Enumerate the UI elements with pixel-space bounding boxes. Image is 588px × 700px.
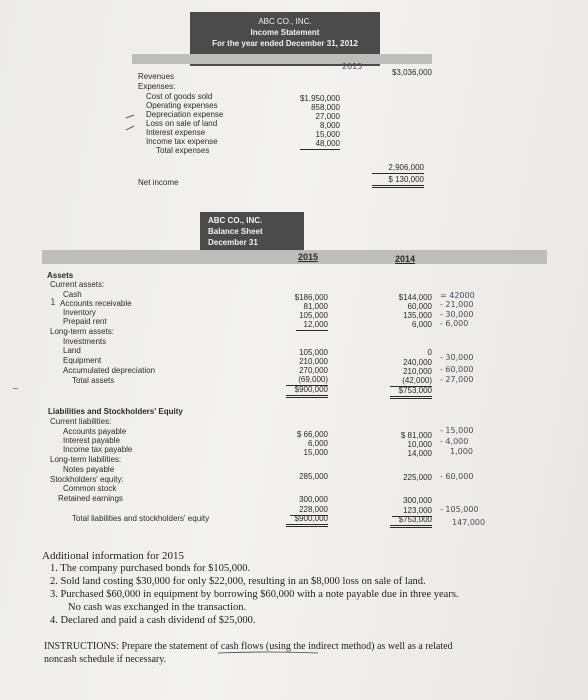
notes-payable-label: Notes payable <box>63 465 115 474</box>
total-expenses-label: Total expenses <box>156 146 210 155</box>
bs-title: Balance Sheet <box>208 227 263 236</box>
lta-note-3: - 27,000 <box>440 375 474 384</box>
instructions-pen-underline <box>218 651 318 655</box>
additional-heading: Additional information for 2015 <box>42 550 185 562</box>
lta-label-2: Equipment <box>63 356 102 365</box>
ca-label-1: Accounts receivable <box>60 299 132 308</box>
pen-checkmarks <box>124 110 148 134</box>
income-col-header <box>132 54 432 64</box>
net-income-label: Net income <box>138 178 179 187</box>
expense-label-3: Loss on sale of land <box>146 119 218 128</box>
additional-item-2-cont: No cash was exchanged in the transaction. <box>68 602 247 613</box>
lta-label-0: Investments <box>63 337 107 346</box>
expense-value-5: 48,000 <box>300 139 340 150</box>
equity-label: Stockholders' equity: <box>50 475 124 484</box>
notes-payable-prior: 285,000 <box>299 472 328 481</box>
expense-value-4: 15,000 <box>315 130 340 139</box>
cl-label-1: Interest payable <box>63 436 120 445</box>
notes-payable-note: - 60,000 <box>440 472 474 481</box>
lta-current-2: 210,000 <box>403 367 432 376</box>
total-assets-current: $753,000 <box>390 386 432 399</box>
equity-prior-0: 300,000 <box>299 495 328 504</box>
cl-prior-2: 15,000 <box>303 448 328 457</box>
ca-note-3: - 6,000 <box>440 319 469 328</box>
expense-label-5: Income tax expense <box>146 137 218 146</box>
equity-note-1: - 105,000 <box>440 505 479 514</box>
lta-prior-0: 105,000 <box>299 348 328 357</box>
expense-value-3: 8,000 <box>319 121 340 130</box>
bs-col-header <box>42 250 547 264</box>
equity-label-1: Retained earnings <box>58 494 123 503</box>
total-le-label: Total liabilities and stockholders' equity <box>72 514 210 523</box>
additional-item-3: 4. Declared and paid a cash dividend of $25,000. <box>50 615 256 626</box>
period-annotation: 2015 <box>342 62 363 71</box>
cl-current-2: 14,000 <box>407 449 432 458</box>
equity-current-1: 123,000 <box>392 506 432 517</box>
lta-current-0: 0 <box>427 348 432 357</box>
total-expenses-value: 2,906,000 <box>372 163 424 174</box>
margin-mark: ~ <box>12 384 19 393</box>
cl-note-2: 1,000 <box>450 447 473 456</box>
lta-prior-1: 210,000 <box>299 357 328 366</box>
lta-note-2: - 60,000 <box>440 365 474 374</box>
expense-label-4: Interest expense <box>146 128 206 137</box>
total-le-current: $753,000 <box>390 515 432 528</box>
ca-current-1: 60,000 <box>407 302 432 311</box>
lta-note-1: - 30,000 <box>440 353 474 362</box>
notes-payable-current: 225,000 <box>403 473 432 482</box>
equity-current-0: 300,000 <box>403 496 432 505</box>
cl-current-0: $ 81,000 <box>400 431 432 440</box>
additional-item-2: 3. Purchased $60,000 in equipment by borrowing $60,000 with a note payable due in three years. <box>50 589 459 600</box>
year-prior: 2015 <box>298 252 319 262</box>
income-period: For the year ended December 31, 2012 <box>212 39 358 48</box>
ca-label-0: Cash <box>63 290 82 299</box>
cl-note-1: - 4,000 <box>440 437 469 446</box>
ca-note-1: - 21,000 <box>440 300 474 309</box>
expense-value-2: 27,000 <box>315 112 340 121</box>
long-term-label: Long-term assets: <box>50 327 115 336</box>
income-title: Income Statement <box>250 28 320 37</box>
cl-prior-0: $ 66,000 <box>296 430 328 439</box>
assets-label: Assets <box>47 271 74 280</box>
current-liab-label: Current liabilities: <box>50 417 112 426</box>
bs-date: December 31 <box>208 238 258 247</box>
expenses-label: Expenses: <box>138 82 176 91</box>
additional-item-0: 1. The company purchased bonds for $105,000. <box>50 563 251 574</box>
equity-prior-1: 228,000 <box>290 505 328 516</box>
ca-prior-2: 105,000 <box>299 311 328 320</box>
additional-item-1: 2. Sold land costing $30,000 for only $22,000, resulting in an $8,000 loss on sale of land. <box>50 576 426 587</box>
net-income-value: $ 130,000 <box>372 175 424 188</box>
equity-label-0: Common stock <box>63 484 117 493</box>
ca-note-0: = 42000 <box>440 291 475 300</box>
balance-sheet-header <box>200 212 304 253</box>
ca-prior-0: $186,000 <box>294 293 328 302</box>
cl-label-0: Accounts payable <box>63 427 127 436</box>
lta-prior-3: (69,000) <box>286 375 328 386</box>
total-assets-prior: $900,000 <box>286 385 328 398</box>
ca-current-2: 135,000 <box>403 311 432 320</box>
bs-company: ABC CO., INC. <box>208 216 263 225</box>
total-assets-label: Total assets <box>72 376 115 385</box>
lta-label-3: Accumulated depreciation <box>63 366 156 375</box>
ca-label-2: Inventory <box>63 308 96 317</box>
instructions-line-1: INSTRUCTIONS: Prepare the statement of cash flows (using the indirect method) as well as a related <box>44 641 453 652</box>
liab-equity-label: Liabilities and Stockholders' Equity <box>48 407 183 416</box>
ca-current-3: 6,000 <box>411 320 432 329</box>
ca-label-3: Prepaid rent <box>63 317 107 326</box>
lta-current-3: (42,000) <box>390 376 432 387</box>
ca-prior-3: 12,000 <box>296 320 328 331</box>
total-le-prior: $900,000 <box>286 514 328 527</box>
cl-prior-1: 6,000 <box>307 439 328 448</box>
lta-current-1: 240,000 <box>403 358 432 367</box>
lta-label-1: Land <box>63 346 81 355</box>
expense-value-0: $1,950,000 <box>299 94 340 103</box>
cl-current-1: 10,000 <box>407 440 432 449</box>
expense-value-1: 858,000 <box>311 103 340 112</box>
expense-label-2: Depreciation expense <box>146 110 224 119</box>
revenues-value: $3,036,000 <box>391 68 432 77</box>
instructions-line-2: noncash schedule if necessary. <box>44 654 167 665</box>
ca-prior-1: 81,000 <box>303 302 328 311</box>
year-current: 2014 <box>395 254 416 264</box>
current-assets-label: Current assets: <box>50 280 105 289</box>
income-company: ABC CO., INC. <box>258 17 312 26</box>
lta-prior-2: 270,000 <box>299 366 328 375</box>
ca-note-2: - 30,000 <box>440 310 474 319</box>
ca-current-0: $144,000 <box>398 293 432 302</box>
revenues-label: Revenues <box>138 72 175 81</box>
expense-label-0: Cost of goods sold <box>146 92 213 101</box>
long-term-liab-label: Long-term liabilities: <box>50 455 122 464</box>
cl-note-0: - 15,000 <box>440 426 474 435</box>
pen-arrow-mark: 1 <box>50 298 56 308</box>
cl-label-2: Income tax payable <box>63 445 133 454</box>
expense-label-1: Operating expenses <box>146 101 218 110</box>
total-le-note: 147,000 <box>452 518 486 527</box>
